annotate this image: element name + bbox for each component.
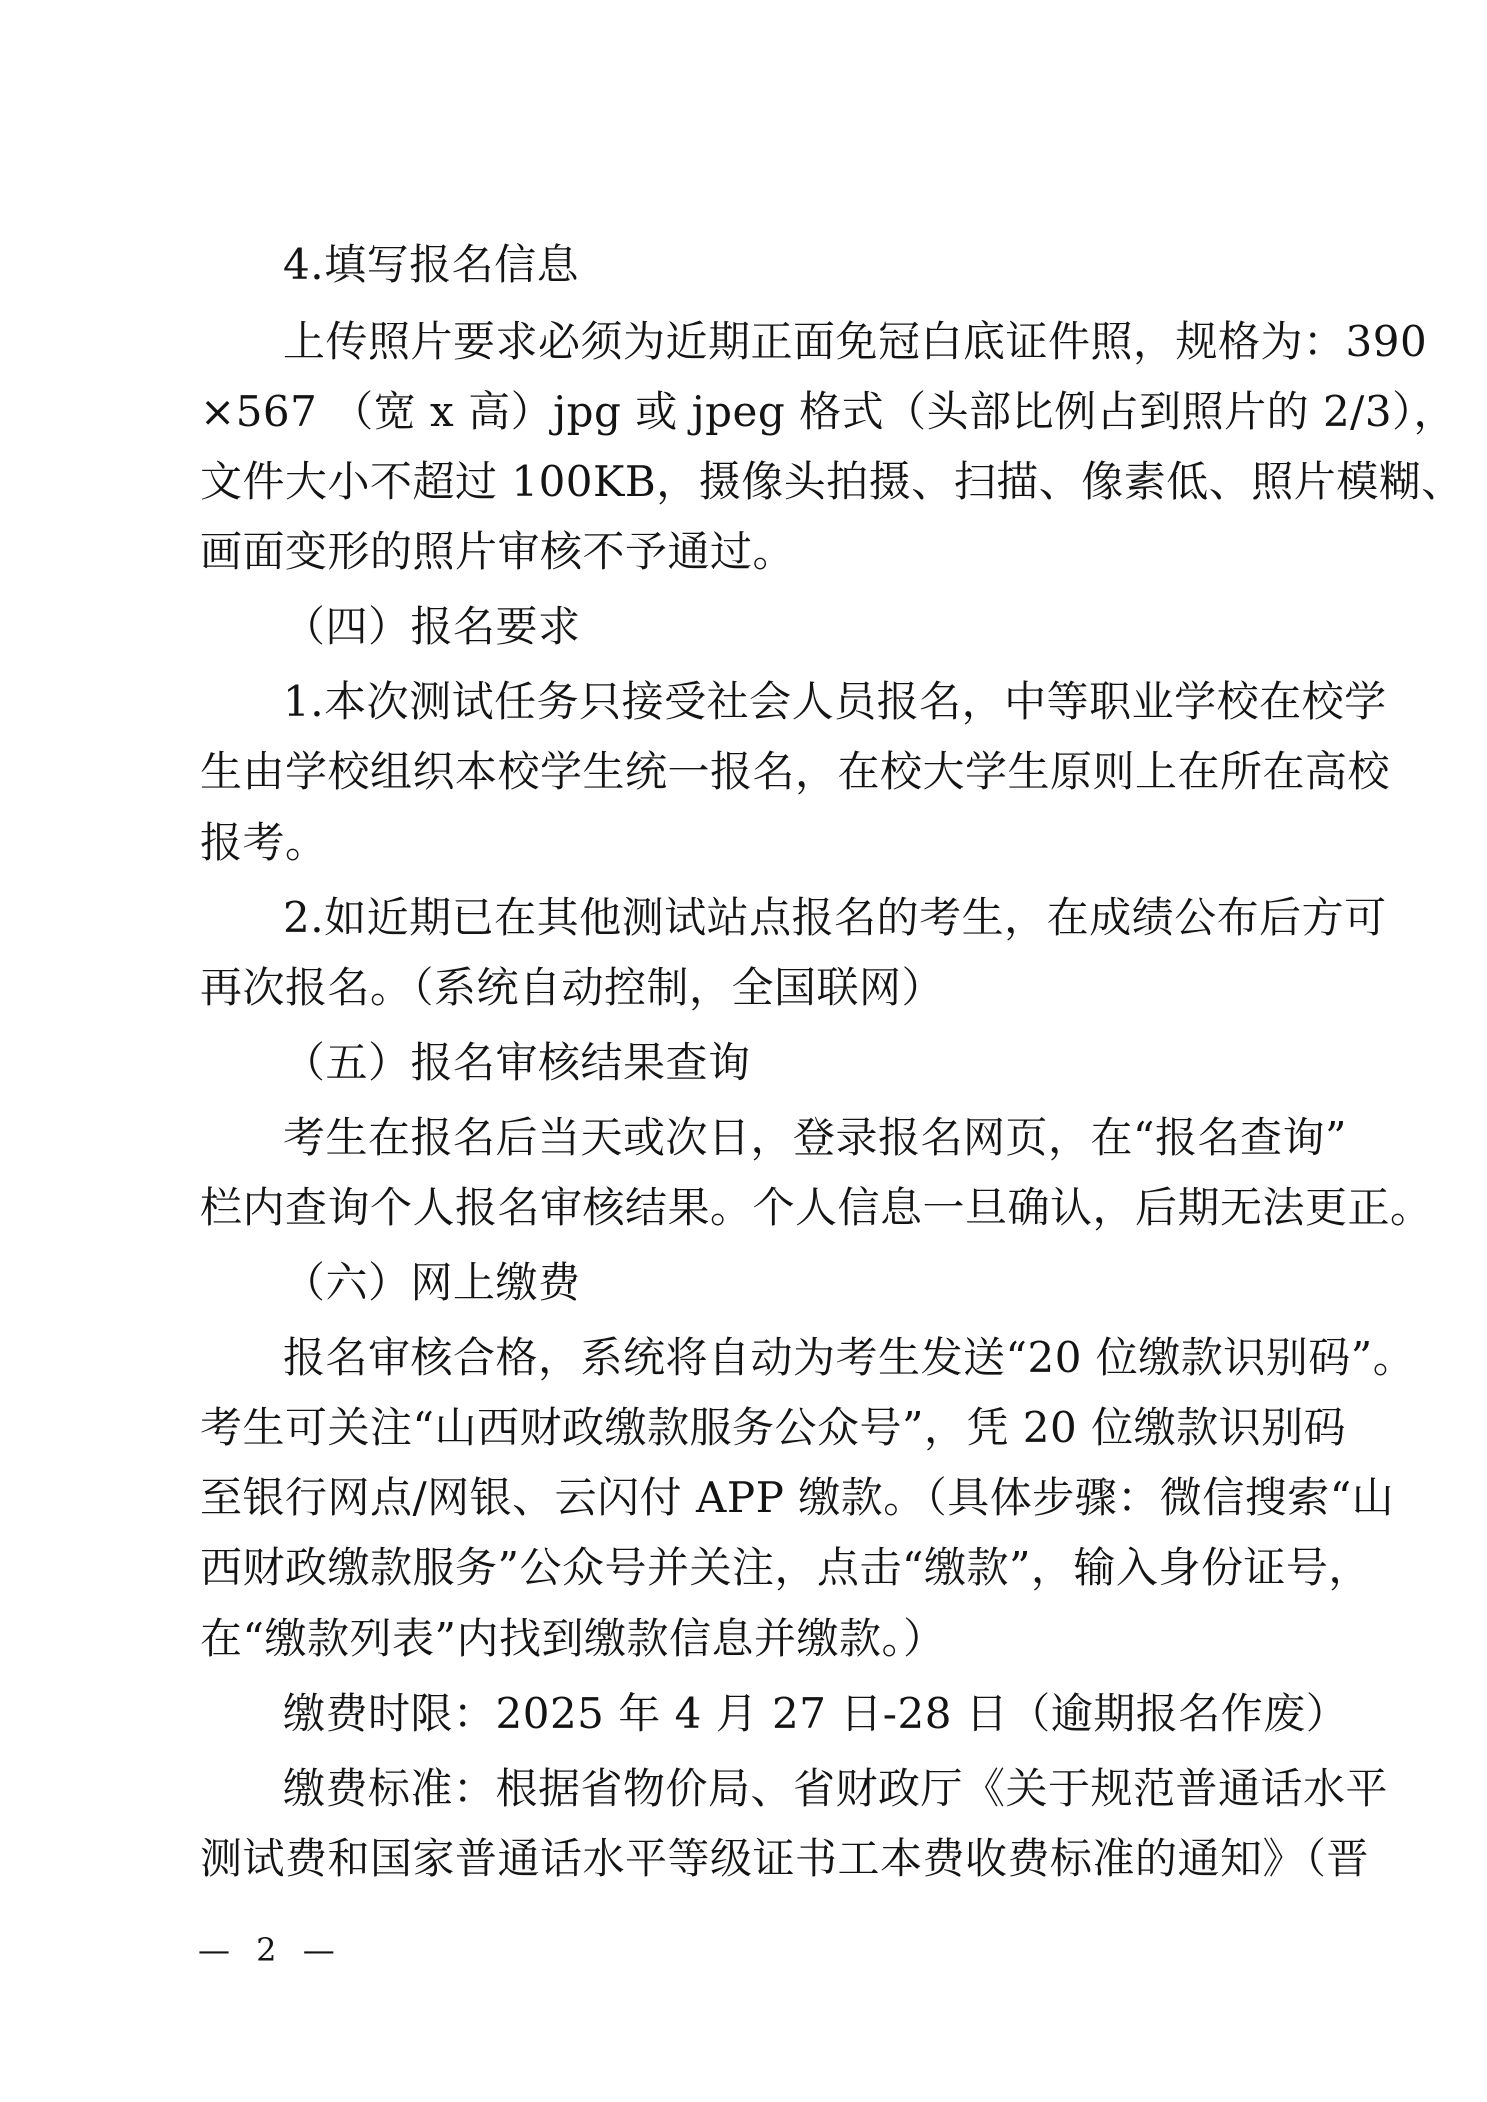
photo-requirement-line-4: 画面变形的照片审核不予通过。 [200,527,796,576]
section-4-heading: （四）报名要求 [283,602,581,651]
requirement-1-line-1: 1.本次测试任务只接受社会人员报名，中等职业学校在校学 [283,677,1387,726]
photo-requirement-line-2: ×567 （宽 x 高）jpg 或 jpeg 格式（头部比例占到照片的 2/3）， [200,387,1457,436]
section-5-heading: （五）报名审核结果查询 [283,1038,751,1087]
requirement-1-line-2: 生由学校组织本校学生统一报名，在校大学生原则上在所在高校 [200,747,1391,796]
section-6-heading: （六）网上缴费 [283,1258,581,1307]
review-query-line-2: 栏内查询个人报名审核结果。个人信息一旦确认，后期无法更正。 [200,1183,1433,1232]
review-query-line-1: 考生在报名后当天或次日，登录报名网页，在“报名查询” [283,1113,1347,1162]
payment-line-1: 报名审核合格，系统将自动为考生发送“20 位缴款识别码”。 [283,1333,1416,1382]
page-number: — 2 — [198,1931,343,1969]
item-4-heading: 4.填写报名信息 [283,240,580,289]
payment-line-2: 考生可关注“山西财政缴款服务公众号”，凭 20 位缴款识别码 [200,1403,1347,1452]
payment-line-3: 至银行网点/网银、云闪付 APP 缴款。（具体步骤：微信搜索“山 [200,1473,1395,1522]
requirement-2-line-1: 2.如近期已在其他测试站点报名的考生，在成绩公布后方可 [283,893,1387,942]
payment-deadline: 缴费时限：2025 年 4 月 27 日-28 日（逾期报名作废） [283,1689,1349,1738]
requirement-1-line-3: 报考。 [200,818,328,867]
payment-standard-line-2: 测试费和国家普通话水平等级证书工本费收费标准的通知》（晋 [200,1834,1370,1883]
payment-standard-line-1: 缴费标准：根据省物价局、省财政厅《关于规范普通话水平 [283,1764,1389,1813]
payment-line-4: 西财政缴款服务”公众号并关注，点击“缴款”，输入身份证号， [200,1543,1371,1592]
payment-line-5: 在“缴款列表”内找到缴款信息并缴款。） [200,1614,946,1663]
photo-requirement-line-3: 文件大小不超过 100KB，摄像头拍摄、扫描、像素低、照片模糊、 [200,457,1464,506]
requirement-2-line-2: 再次报名。（系统自动控制，全国联网） [200,963,945,1012]
photo-requirement-line-1: 上传照片要求必须为近期正面免冠白底证件照，规格为：390 [283,317,1428,366]
